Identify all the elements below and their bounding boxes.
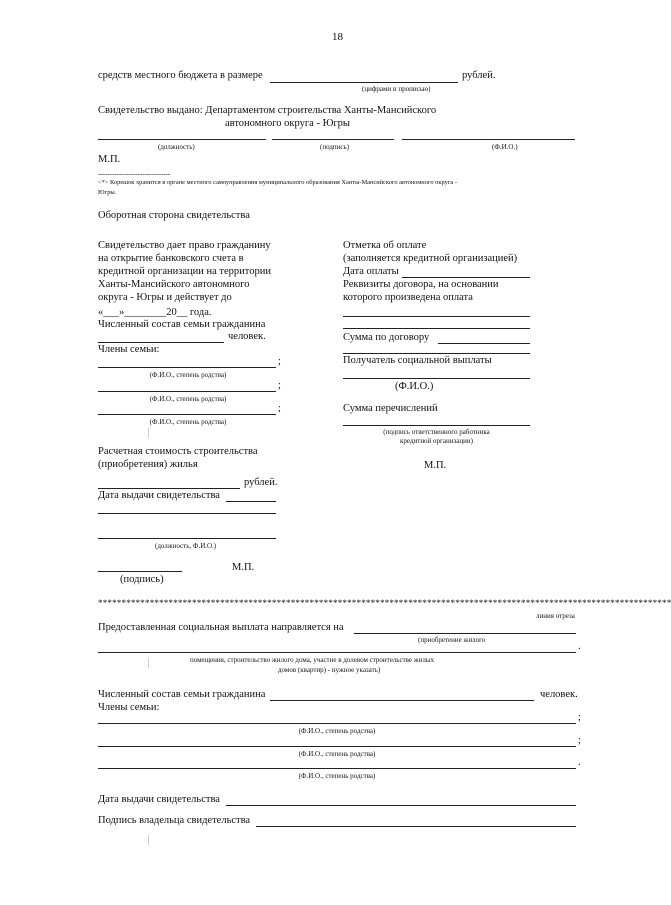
stub-family-size-unit: человек.: [540, 689, 578, 700]
cost-label-1: Расчетная стоимость строительства: [98, 446, 258, 457]
stub-member-semicolon-1: ;: [578, 712, 581, 723]
left-text-2: на открытие банковского счета в: [98, 253, 244, 264]
contract-sum-line: [438, 343, 530, 344]
page-number: 18: [332, 31, 343, 43]
member-line-1: [98, 367, 276, 368]
stub-member-line-1: [98, 723, 576, 724]
bank-signature-caption-2: кредитной организации): [400, 437, 473, 445]
payment-date-line: [402, 277, 530, 278]
mp-stamp-right: М.П.: [424, 460, 447, 471]
footnote-text: <*> Корешок хранится в органе местного самоуправления муниципального образования Ханты-Мансийского автономного округа -: [98, 179, 457, 186]
fio-line: [402, 139, 575, 140]
scan-mark: [148, 428, 149, 438]
reverse-title: Оборотная сторона свидетельства: [98, 210, 250, 221]
cut-line-label: линия отреза: [536, 612, 575, 620]
budget-text: средств местного бюджета в размере: [98, 70, 263, 81]
contract-line-2: [343, 328, 530, 329]
signature-label: (подпись): [320, 143, 350, 151]
left-signature-label: (подпись): [120, 574, 164, 585]
member-line-3: [98, 414, 276, 415]
budget-hint: (цифрами и прописью): [362, 85, 431, 93]
stub-directed-line: [354, 633, 576, 634]
budget-rubles: рублей.: [462, 70, 496, 81]
cost-rubles: рублей.: [244, 477, 278, 488]
contract-line-1: [343, 316, 530, 317]
member-semicolon-2: ;: [278, 380, 281, 391]
cut-line-stars: **************************************************************************************************************************: [98, 598, 671, 608]
scan-mark: [148, 835, 149, 845]
bank-signature-caption-1: (подпись ответственного работника: [383, 428, 490, 436]
left-text-4: Ханты-Мансийского автономного: [98, 279, 250, 290]
family-size-line: [98, 342, 224, 343]
family-size-unit: человек.: [228, 331, 266, 342]
stub-issue-date-label: Дата выдачи свидетельства: [98, 794, 220, 805]
transferred-label: Сумма перечислений: [343, 403, 438, 414]
left-text-5: округа - Югры и действует до: [98, 292, 232, 303]
family-size-label: Численный состав семьи гражданина: [98, 319, 266, 330]
position-line: [98, 139, 266, 140]
stub-issue-date-line: [226, 805, 576, 806]
footnote-cont: Югры.: [98, 189, 117, 196]
budget-amount-line: [270, 82, 458, 83]
left-text-3: кредитной организации на территории: [98, 266, 271, 277]
scan-mark: [148, 658, 149, 668]
payment-date-label: Дата оплаты: [343, 266, 399, 277]
stub-directed-label: Предоставленная социальная выплата направляется на: [98, 622, 344, 633]
contract-details-2: которого произведена оплата: [343, 292, 473, 303]
recipient-line: [343, 378, 530, 379]
recipient-label: Получатель социальной выплаты: [343, 355, 492, 366]
bank-signature-line: [343, 425, 530, 426]
stub-member-caption-2: (Ф.И.О., степень родства): [298, 750, 376, 758]
left-text-1: Свидетельство дает право гражданину: [98, 240, 271, 251]
issue-date-line: [226, 501, 276, 502]
issuer-line-2: [98, 538, 276, 539]
contract-line-3: [343, 353, 530, 354]
member-semicolon-3: ;: [278, 403, 281, 414]
stub-purpose-dot: .: [578, 641, 581, 652]
footnote-rule: -------------------------------: [98, 170, 171, 178]
stub-member-dot: .: [578, 757, 581, 768]
valid-until-date: «___»________20__ года.: [98, 307, 212, 318]
issued-line1: Свидетельство выдано: Департаментом строительства Ханты-Мансийского: [98, 105, 437, 116]
fio-label: (Ф.И.О.): [492, 143, 518, 151]
stub-member-line-2: [98, 746, 576, 747]
member-semicolon-1: ;: [278, 356, 281, 367]
issuer-line-1: [98, 513, 276, 514]
member-caption-3: (Ф.И.О., степень родства): [149, 418, 227, 426]
stub-family-size-line: [270, 700, 534, 701]
left-signature-line: [98, 571, 182, 572]
payment-mark-title: Отметка об оплате: [343, 240, 427, 251]
stub-holder-signature-label: Подпись владельца свидетельства: [98, 815, 251, 826]
stub-family-size-label: Численный состав семьи гражданина: [98, 689, 266, 700]
signature-line: [272, 139, 394, 140]
position-label: (должность): [158, 143, 195, 151]
payment-mark-note: (заполняется кредитной организацией): [343, 253, 518, 264]
stub-holder-signature-line: [256, 826, 576, 827]
member-caption-2: (Ф.И.О., степень родства): [149, 395, 227, 403]
contract-details-1: Реквизиты договора, на основании: [343, 279, 499, 290]
cost-label-2: (приобретения) жилья: [98, 459, 198, 470]
stub-members-label: Члены семьи:: [98, 702, 160, 713]
recipient-fio: (Ф.И.О.): [395, 381, 434, 392]
stub-hint-1: (приобретение жилого: [418, 636, 486, 644]
issuer-caption: (должность, Ф.И.О.): [155, 542, 217, 550]
issued-line2: автономного округа - Югры: [225, 118, 350, 129]
stub-member-caption-3: (Ф.И.О., степень родства): [298, 772, 376, 780]
issue-date-label: Дата выдачи свидетельства: [98, 490, 220, 501]
stub-hint-3: домов (квартир) - нужное указать): [278, 666, 381, 674]
stub-hint-2: помещения, строительство жилого дома, участие в долевом строительстве жилых: [190, 656, 435, 664]
contract-sum-label: Сумма по договору: [343, 332, 430, 343]
member-caption-1: (Ф.И.О., степень родства): [149, 371, 227, 379]
stub-member-line-3: [98, 768, 576, 769]
mp-stamp-top: М.П.: [98, 154, 121, 165]
member-line-2: [98, 391, 276, 392]
stub-member-semicolon-2: ;: [578, 735, 581, 746]
stub-member-caption-1: (Ф.И.О., степень родства): [298, 727, 376, 735]
cost-line: [98, 488, 240, 489]
members-label: Члены семьи:: [98, 344, 160, 355]
stub-purpose-line: [98, 652, 576, 653]
mp-stamp-left: М.П.: [232, 562, 255, 573]
